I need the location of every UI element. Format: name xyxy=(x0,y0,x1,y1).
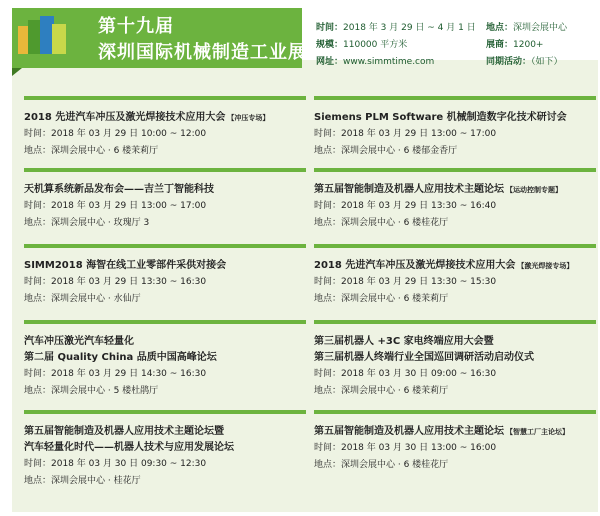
event-place: 地点：深圳会展中心 · 6 楼茉莉厅 xyxy=(24,146,159,156)
info-website[interactable]: 网址：www.simmtime.com xyxy=(316,57,435,67)
event-place: 地点：深圳会展中心 · 6 楼桂花厅 xyxy=(314,218,449,228)
card-divider xyxy=(314,410,596,414)
event-time: 时间：2018 年 03 月 30 日 13:00 ~ 16:00 xyxy=(314,443,497,453)
event-card xyxy=(314,96,596,160)
event-card xyxy=(24,96,306,160)
event-card xyxy=(24,320,306,400)
info-venue: 地点：深圳会展中心 xyxy=(486,23,568,33)
event-card xyxy=(24,410,306,490)
card-divider xyxy=(314,168,596,172)
event-time: 时间：2018 年 03 月 29 日 13:00 ~ 17:00 xyxy=(24,201,207,211)
event-card xyxy=(314,320,596,400)
event-time: 时间：2018 年 03 月 29 日 13:30 ~ 15:30 xyxy=(314,277,497,287)
event-title-line2: 第二届 Quality China 品质中国高峰论坛 xyxy=(24,352,217,363)
event-title: 2018 先进汽车冲压及激光焊接技术应用大会 【冲压专场】 xyxy=(24,112,270,123)
card-divider xyxy=(24,96,306,100)
event-title-line2: 第三届机器人终端行业全国巡回调研活动启动仪式 xyxy=(314,352,534,363)
event-place: 地点：深圳会展中心 · 6 楼茉莉厅 xyxy=(314,294,449,304)
event-place: 地点：深圳会展中心 · 6 楼桂花厅 xyxy=(314,460,449,470)
event-title: 第五届智能制造及机器人应用技术主题论坛 【运动控制专题】 xyxy=(314,184,562,195)
event-title: 天机算系统新品发布会——吉兰丁智能科技 xyxy=(24,184,214,195)
event-card xyxy=(314,168,596,232)
event-time: 时间：2018 年 03 月 29 日 10:00 ~ 12:00 xyxy=(24,129,207,139)
event-card xyxy=(24,244,306,308)
event-title: 第三届机器人 +3C 家电终端应用大会暨 xyxy=(314,336,494,347)
event-title: Siemens PLM Software 机械制造数字化技术研讨会 xyxy=(314,112,567,123)
info-events: 同期活动：（如下） xyxy=(486,57,563,67)
event-time: 时间：2018 年 03 月 29 日 13:30 ~ 16:30 xyxy=(24,277,207,287)
event-title: 第五届智能制造及机器人应用技术主题论坛暨 xyxy=(24,426,224,437)
event-time: 时间：2018 年 03 月 29 日 13:30 ~ 16:40 xyxy=(314,201,497,211)
event-card xyxy=(24,168,306,232)
event-time: 时间：2018 年 03 月 30 日 09:00 ~ 16:30 xyxy=(314,369,497,379)
event-place: 地点：深圳会展中心 · 6 楼茉莉厅 xyxy=(314,386,449,396)
event-time: 时间：2018 年 03 月 29 日 14:30 ~ 16:30 xyxy=(24,369,207,379)
info-scale: 规模：110000 平方米 xyxy=(316,40,408,50)
event-place: 地点：深圳会展中心 · 桂花厅 xyxy=(24,476,141,486)
card-divider xyxy=(24,244,306,248)
card-divider xyxy=(24,410,306,414)
card-divider xyxy=(24,320,306,324)
event-time: 时间：2018 年 03 月 30 日 09:30 ~ 12:30 xyxy=(24,459,207,469)
event-card xyxy=(314,244,596,308)
event-title: 汽车冲压激光汽车轻量化 xyxy=(24,336,134,347)
event-time: 时间：2018 年 03 月 29 日 13:00 ~ 17:00 xyxy=(314,129,497,139)
event-title: 2018 先进汽车冲压及激光焊接技术应用大会 【激光焊接专场】 xyxy=(314,260,574,271)
expo-title-line2: 深圳国际机械制造工业展 xyxy=(98,42,307,63)
event-title: 第五届智能制造及机器人应用技术主题论坛 【智慧工厂主论坛】 xyxy=(314,426,569,437)
expo-logo-icon xyxy=(18,16,70,56)
banner-fold xyxy=(12,68,22,76)
card-divider xyxy=(314,320,596,324)
event-place: 地点：深圳会展中心 · 水仙厅 xyxy=(24,294,141,304)
event-card xyxy=(314,410,596,474)
event-title: SIMM2018 海智在线工业零部件采供对接会 xyxy=(24,260,227,271)
expo-title-line1: 第十九届 xyxy=(98,16,174,37)
info-time: 时间：2018 年 3 月 29 日 ~ 4 月 1 日 xyxy=(316,23,476,33)
event-title-line2: 汽车轻量化时代——机器人技术与应用发展论坛 xyxy=(24,442,234,453)
card-divider xyxy=(24,168,306,172)
card-divider xyxy=(314,244,596,248)
event-place: 地点：深圳会展中心 · 玫瑰厅 3 xyxy=(24,218,150,228)
card-divider xyxy=(314,96,596,100)
info-exhibitors: 展商：1200+ xyxy=(486,40,544,50)
event-place: 地点：深圳会展中心 · 6 楼郁金香厅 xyxy=(314,146,458,156)
event-place: 地点：深圳会展中心 · 5 楼杜鹃厅 xyxy=(24,386,159,396)
